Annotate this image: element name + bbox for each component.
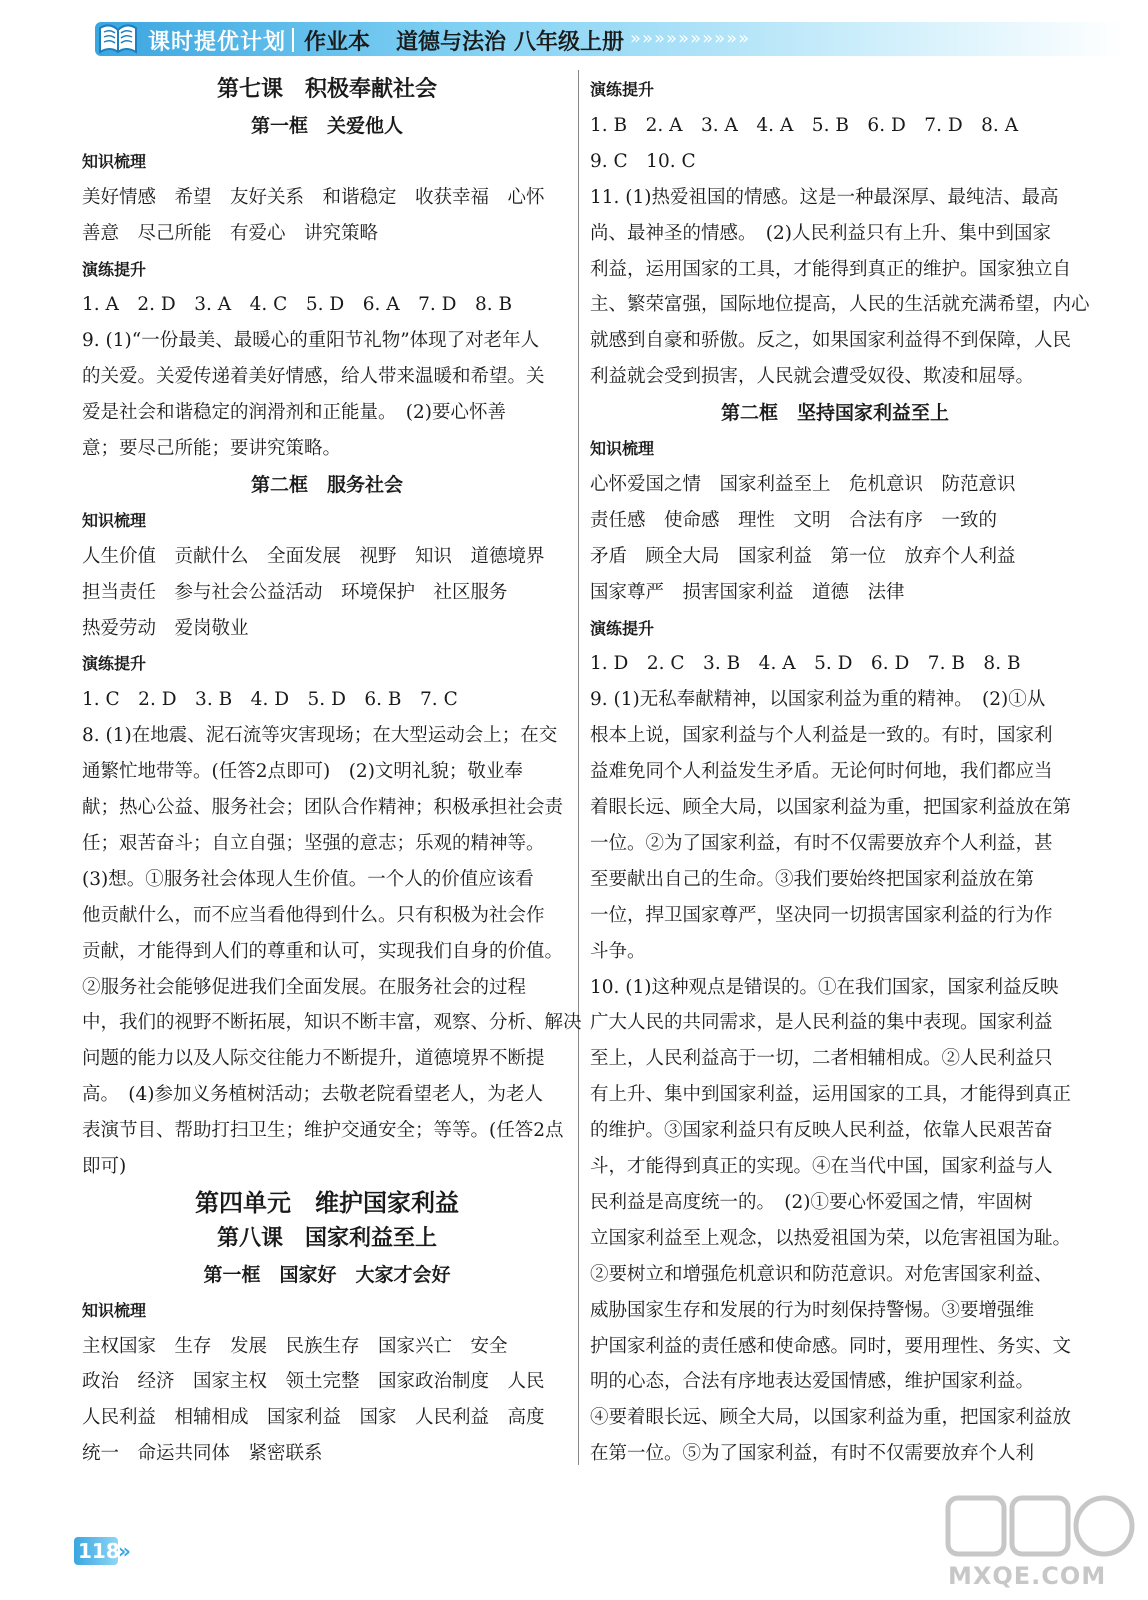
text-line: 立国家利益至上观念，以热爱祖国为荣，以危害祖国为耻。 (590, 1227, 1072, 1249)
section-label: 演练提升 (590, 80, 655, 99)
watermark (908, 1490, 1138, 1600)
text-line: 9. (1)“一份最美、最暖心的重阳节礼物”体现了对老年人 (82, 330, 540, 352)
text-line: 意；要尽己所能；要讲究策略。 (82, 438, 342, 459)
text-line: 利益，运用国家的工具，才能得到真正的维护。国家独立自 (590, 258, 1072, 280)
text-line: 高。 (4)参加义务植树活动；去敬老院看望老人，为老人 (82, 1084, 543, 1106)
text-line: 根本上说，国家利益与个人利益是一致的。有时，国家利 (590, 725, 1053, 747)
text-line: 就感到自豪和骄傲。反之，如果国家利益得不到保障，人民 (590, 330, 1072, 352)
lesson-heading: 第七课 积极奉献社会 (216, 77, 437, 102)
text-line: 中，我们的视野不断拓展，知识不断丰富，观察、分析、解决 (82, 1012, 582, 1034)
text-line: 斗争。 (590, 940, 646, 962)
text-line: 1. B 2. A 3. A 4. A 5. B 6. D 7. D 8. A (590, 114, 1019, 136)
text-line: 明的心态，合法有序地表达爱国情感，维护国家利益。 (590, 1371, 1035, 1393)
header-separator (292, 28, 294, 52)
text-line: 任；艰苦奋斗；自立自强；坚强的意志；乐观的精神等。 (82, 832, 545, 854)
text-line: 即可) (82, 1156, 127, 1177)
text-line: 他贡献什么，而不应当看他得到什么。只有积极为社会作 (82, 904, 545, 926)
text-line: ④要着眼长远、顾全大局，以国家利益为重，把国家利益放 (590, 1407, 1072, 1429)
column-divider (578, 70, 579, 1465)
text-line: 担当责任 参与社会公益活动 环境保护 社区服务 (82, 581, 508, 603)
text-line: 的维护。③国家利益只有反映人民利益，依靠人民艰苦奋 (590, 1120, 1053, 1142)
lesson-heading: 第八课 国家利益至上 (216, 1225, 437, 1251)
text-line: 在第一位。⑤为了国家利益，有时不仅需要放弃个人利 (590, 1443, 1035, 1465)
subject-name: 道德与法治 (396, 30, 507, 55)
text-line: 护国家利益的责任感和使命感。同时，要用理性、务实、文 (590, 1335, 1072, 1357)
text-line: 尚、最神圣的情感。 (2)人民利益只有上升、集中到国家 (590, 222, 1051, 244)
text-line: 一位。②为了国家利益，有时不仅需要放弃个人利益，甚 (590, 832, 1053, 854)
text-line: 贡献，才能得到人们的尊重和认可，实现我们自身的价值。 (82, 940, 564, 962)
text-line: 美好情感 希望 友好关系 和谐稳定 收获幸福 心怀 (82, 186, 545, 208)
section-label: 演练提升 (82, 259, 147, 279)
unit-heading: 第四单元 维护国家利益 (195, 1188, 459, 1217)
text-line: 统一 命运共同体 紧密联系 (82, 1443, 323, 1465)
text-line: 爱是社会和谐稳定的润滑剂和正能量。 (2)要心怀善 (82, 402, 506, 424)
text-line: 8. (1)在地震、泥石流等灾害现场；在大型运动会上；在交 (82, 725, 558, 747)
text-line: (3)想。①服务社会体现人生价值。一个人的价值应该看 (82, 868, 534, 890)
frame-heading: 第二框 坚持国家利益至上 (720, 402, 949, 425)
text-line: 广大人民的共同需求，是人民利益的集中表现。国家利益 (590, 1012, 1053, 1034)
page-number: 118 (78, 1539, 120, 1563)
text-line: 人民利益 相辅相成 国家利益 国家 人民利益 高度 (82, 1407, 545, 1429)
text-line: 10. (1)这种观点是错误的。①在我们国家，国家利益反映 (590, 976, 1059, 998)
text-line: 献；热心公益、服务社会；团队合作精神；积极承担社会责 (82, 797, 564, 818)
text-line: 至上，人民利益高于一切，二者相辅相成。②人民利益只 (590, 1048, 1053, 1070)
text-line: 通繁忙地带等。(任答2点即可) (2)文明礼貌；敬业奉 (82, 761, 523, 783)
frame-heading: 第二框 服务社会 (250, 473, 403, 496)
text-line: ②要树立和增强危机意识和防范意识。对危害国家利益、 (590, 1263, 1053, 1285)
section-label: 知识梳理 (590, 439, 655, 458)
text-line: 政治 经济 国家主权 领土完整 国家政治制度 人民 (82, 1371, 545, 1393)
text-line: 的关爱。关爱传递着美好情感，给人带来温暖和希望。关 (82, 366, 545, 388)
text-line: 有上升、集中到国家利益，运用国家的工具，才能得到真正 (590, 1084, 1072, 1106)
page-number-badge (74, 1537, 136, 1567)
text-line: 责任感 使命感 理性 文明 合法有序 一致的 (590, 509, 998, 531)
section-label: 知识梳理 (82, 510, 147, 530)
text-line: 1. C 2. D 3. B 4. D 5. D 6. B 7. C (82, 689, 458, 711)
page-header (0, 0, 1148, 62)
text-line: 9. (1)无私奉献精神，以国家利益为重的精神。 (2)①从 (590, 689, 1046, 711)
text-line: 1. A 2. D 3. A 4. C 5. D 6. A 7. D 8. B (82, 294, 513, 316)
text-line: 1. D 2. C 3. B 4. A 5. D 6. D 7. B 8. B (590, 653, 1021, 675)
section-label: 知识梳理 (82, 1300, 147, 1320)
text-line: 心怀爱国之情 国家利益至上 危机意识 防范意识 (590, 473, 1016, 495)
text-line: 热爱劳动 爱岗敬业 (82, 617, 249, 639)
page-arrows: » (118, 1539, 131, 1563)
text-line: 表演节目、帮助打扫卫生；维护交通安全；等等。(任答2点 (82, 1120, 564, 1142)
section-label: 演练提升 (590, 618, 655, 638)
section-label: 演练提升 (82, 654, 147, 674)
section-label: 知识梳理 (82, 151, 147, 171)
text-line: 9. C 10. C (590, 150, 696, 172)
text-line: 主权国家 生存 发展 民族生存 国家兴亡 安全 (82, 1335, 508, 1357)
text-line: 矛盾 顾全大局 国家利益 第一位 放弃个人利益 (590, 545, 1016, 567)
frame-heading: 第一框 国家好 大家才会好 (203, 1263, 451, 1286)
text-line: 问题的能力以及人际交往能力不断提升，道德境界不断提 (82, 1048, 545, 1070)
watermark-domain: MXQE.COM (948, 1562, 1107, 1590)
grade-volume: 八年级上册 (514, 30, 625, 55)
text-line: 主、繁荣富强，国际地位提高，人民的生活就充满希望，内心 (590, 294, 1090, 316)
text-line: ②服务社会能够促进我们全面发展。在服务社会的过程 (82, 976, 527, 998)
text-line: 斗，才能得到真正的实现。④在当代中国，国家利益与人 (590, 1156, 1053, 1177)
text-line: 人生价值 贡献什么 全面发展 视野 知识 道德境界 (82, 545, 545, 567)
text-line: 11. (1)热爱祖国的情感。这是一种最深厚、最纯洁、最高 (590, 186, 1059, 208)
text-line: 益难免同个人利益发生矛盾。无论何时何地，我们都应当 (590, 761, 1053, 783)
open-book-icon (96, 18, 140, 56)
book-type: 作业本 (304, 30, 371, 55)
text-line: 民利益是高度统一的。 (2)①要心怀爱国之情，牢固树 (590, 1191, 1033, 1213)
text-line: 至要献出自己的生命。③我们要始终把国家利益放在第 (590, 868, 1035, 890)
text-line: 利益就会受到损害，人民就会遭受奴役、欺凌和屈辱。 (590, 366, 1035, 388)
text-line: 威胁国家生存和发展的行为时刻保持警惕。③要增强维 (590, 1299, 1035, 1321)
text-line: 一位，捍卫国家尊严，坚决同一切损害国家利益的行为作 (590, 904, 1053, 926)
text-line: 善意 尽己所能 有爱心 讲究策略 (82, 222, 379, 244)
text-line: 着眼长远、顾全大局，以国家利益为重，把国家利益放在第 (590, 797, 1072, 818)
frame-heading: 第一框 关爱他人 (250, 114, 403, 137)
brand-title: 课时提优计划 (148, 30, 287, 55)
watermark-logo-icon (908, 1490, 1138, 1570)
header-arrows: »»»»»»»»»» (630, 28, 751, 49)
text-line: 国家尊严 损害国家利益 道德 法律 (590, 581, 905, 603)
